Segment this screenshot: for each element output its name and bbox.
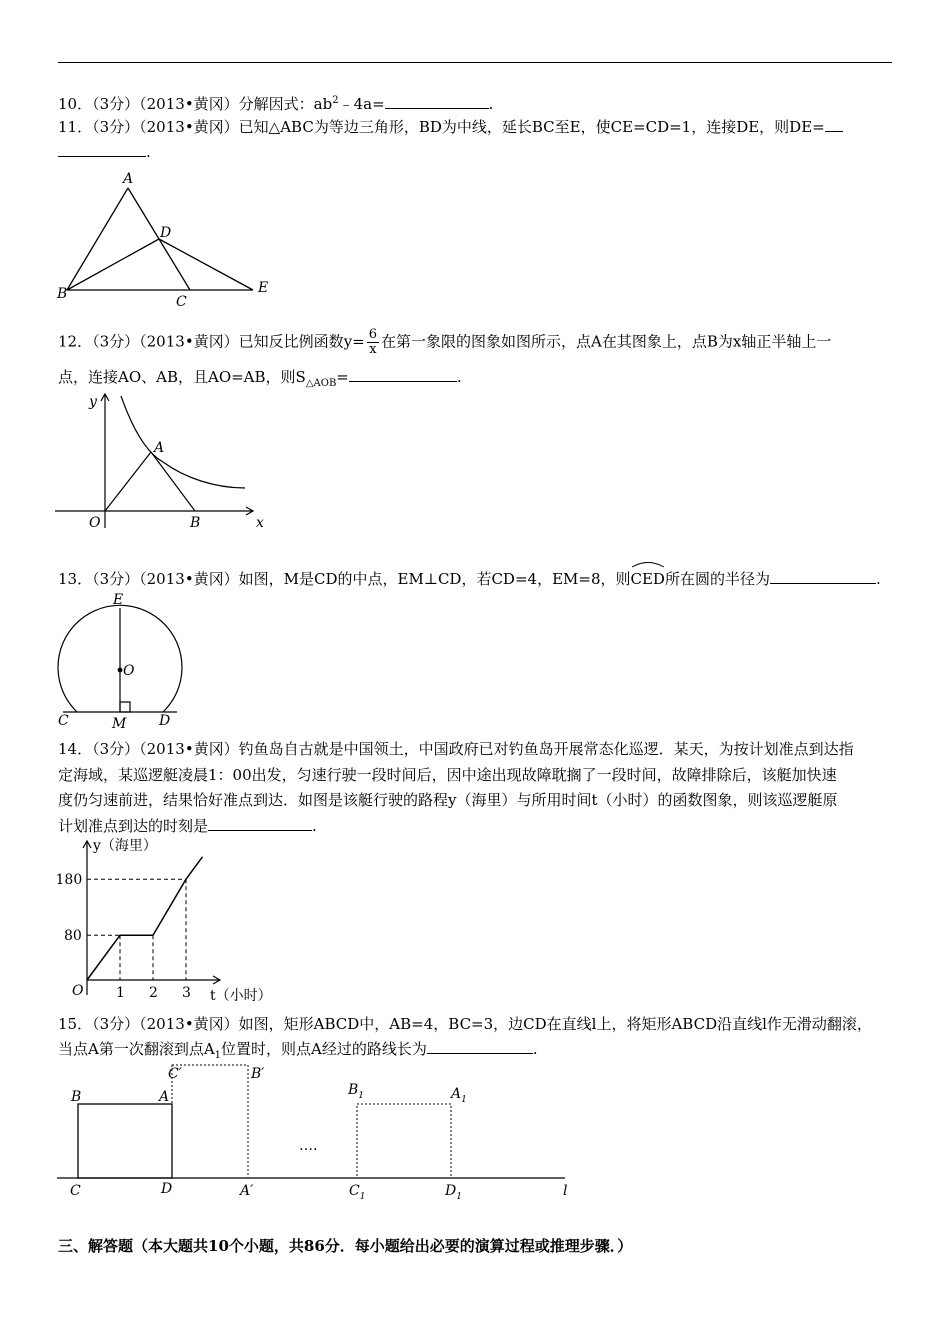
label-E: E	[258, 280, 269, 296]
y-tick-180: 180	[55, 872, 83, 889]
question-14-line4: 计划准点到达的时刻是 .	[58, 817, 317, 835]
label-C: C	[70, 1183, 81, 1199]
answer-blank-11[interactable]	[58, 143, 146, 157]
label-x: x	[256, 515, 264, 531]
question-14: 14．（3分）（2013•黄冈）钓鱼岛自古就是中国领土，中国政府已对钓鱼岛开展常态化巡逻．某天，为按计划准点到达指	[58, 740, 854, 758]
label-C-prime: C′	[168, 1066, 182, 1082]
label-D1: $D_1$	[445, 1183, 462, 1202]
origin-label: O	[72, 983, 84, 999]
label-D: D	[159, 713, 171, 729]
series-line	[87, 857, 203, 980]
question-11: 11．（3分）（2013•黄冈）已知△ABC为等边三角形，BD为中线，延长BC至E，使CE=CD=1，连接DE，则DE=	[58, 118, 843, 136]
label-A: A	[159, 1089, 170, 1105]
arc-icon	[631, 560, 665, 568]
y-tick-80: 80	[64, 928, 82, 945]
x-tick-3: 3	[182, 985, 191, 1001]
answer-blank-13[interactable]	[770, 570, 876, 584]
label-O: O	[123, 663, 135, 679]
figure-13-circle-arc	[55, 590, 190, 730]
label-A: A	[123, 171, 134, 187]
label-B1: $B_1$	[348, 1082, 365, 1101]
label-B-prime: B′	[251, 1066, 265, 1082]
figure-15-rolling-rectangle	[55, 1060, 585, 1200]
label-D: D	[160, 225, 172, 241]
label-M: M	[112, 716, 127, 732]
fraction-6-over-x: $\frac{6}{x}$	[368, 327, 378, 357]
label-B: B	[57, 286, 68, 302]
label-D: D	[161, 1181, 173, 1197]
x-tick-2: 2	[149, 985, 158, 1001]
question-12: 12．（3分）（2013•黄冈）已知反比例函数y= $\frac{6}{x}$ 在第一象限的图象如图所示，点A在其图象上，点B为x轴正半轴上一	[58, 327, 832, 357]
ellipsis: ….	[299, 1138, 318, 1154]
label-A-prime: A′	[240, 1183, 254, 1199]
label-C1: $C_1$	[349, 1183, 366, 1202]
question-14-line2: 定海域，某巡逻艇凌晨1：00出发，匀速行驶一段时间后，因中途出现故障耽搁了一段时间，故障排除后，该艇加快速	[58, 766, 837, 784]
label-A1: $A_1$	[451, 1086, 467, 1105]
answer-blank-10[interactable]	[385, 95, 489, 109]
question-12-cont: 点，连接AO、AB，且AO=AB，则$S_{\triangle AOB}=$ .	[58, 368, 462, 389]
answer-blank-14[interactable]	[208, 817, 312, 831]
figure-14-chart	[55, 835, 285, 1005]
label-B: B	[71, 1089, 82, 1105]
x-axis-label: t（小时）	[210, 988, 272, 1004]
label-y: y	[89, 394, 97, 410]
x-tick-1: 1	[116, 985, 125, 1001]
label-C: C	[58, 713, 69, 729]
chart-axes	[83, 841, 220, 995]
label-A: A	[154, 440, 165, 456]
question-14-line3: 度仍匀速前进，结果恰好准点到达．如图是该艇行驶的路程y（海里）与所用时间t（小时）的函数图象，则该巡逻艇原	[58, 791, 838, 809]
label-O: O	[89, 515, 101, 531]
question-15-cont: 当点A第一次翻滚到点$A_1$位置时，则点A经过的路线长为 .	[58, 1040, 538, 1061]
question-13: 13．（3分）（2013•黄冈）如图，M是CD的中点，EM⊥CD，若CD=4，EM=8，则 CED所在圆的半径为 .	[58, 566, 881, 588]
label-B: B	[190, 515, 201, 531]
arc-ced: CED	[631, 566, 665, 588]
label-C: C	[176, 294, 187, 310]
question-15: 15．（3分）（2013•黄冈）如图，矩形ABCD中，AB=4，BC=3，边CD在直线l上，将矩形ABCD沿直线l作无滑动翻滚，	[58, 1015, 872, 1033]
figure-11-triangle	[55, 165, 285, 310]
answer-blank-15[interactable]	[427, 1040, 533, 1054]
figure-12-hyperbola	[55, 390, 270, 530]
question-11-cont: .	[58, 143, 151, 161]
label-E: E	[113, 592, 124, 608]
answer-blank-12[interactable]	[349, 368, 457, 382]
y-axis-label: y（海里）	[93, 838, 157, 854]
label-l: l	[563, 1183, 568, 1199]
header-rule	[58, 62, 892, 63]
question-10: 10．（3分）（2013•黄冈）分解因式：$ab^2﹣4a=$ .	[58, 95, 494, 113]
section-3-heading: 三、解答题（本大题共10个小题，共86分．每小题给出必要的演算过程或推理步骤．）	[58, 1237, 633, 1255]
